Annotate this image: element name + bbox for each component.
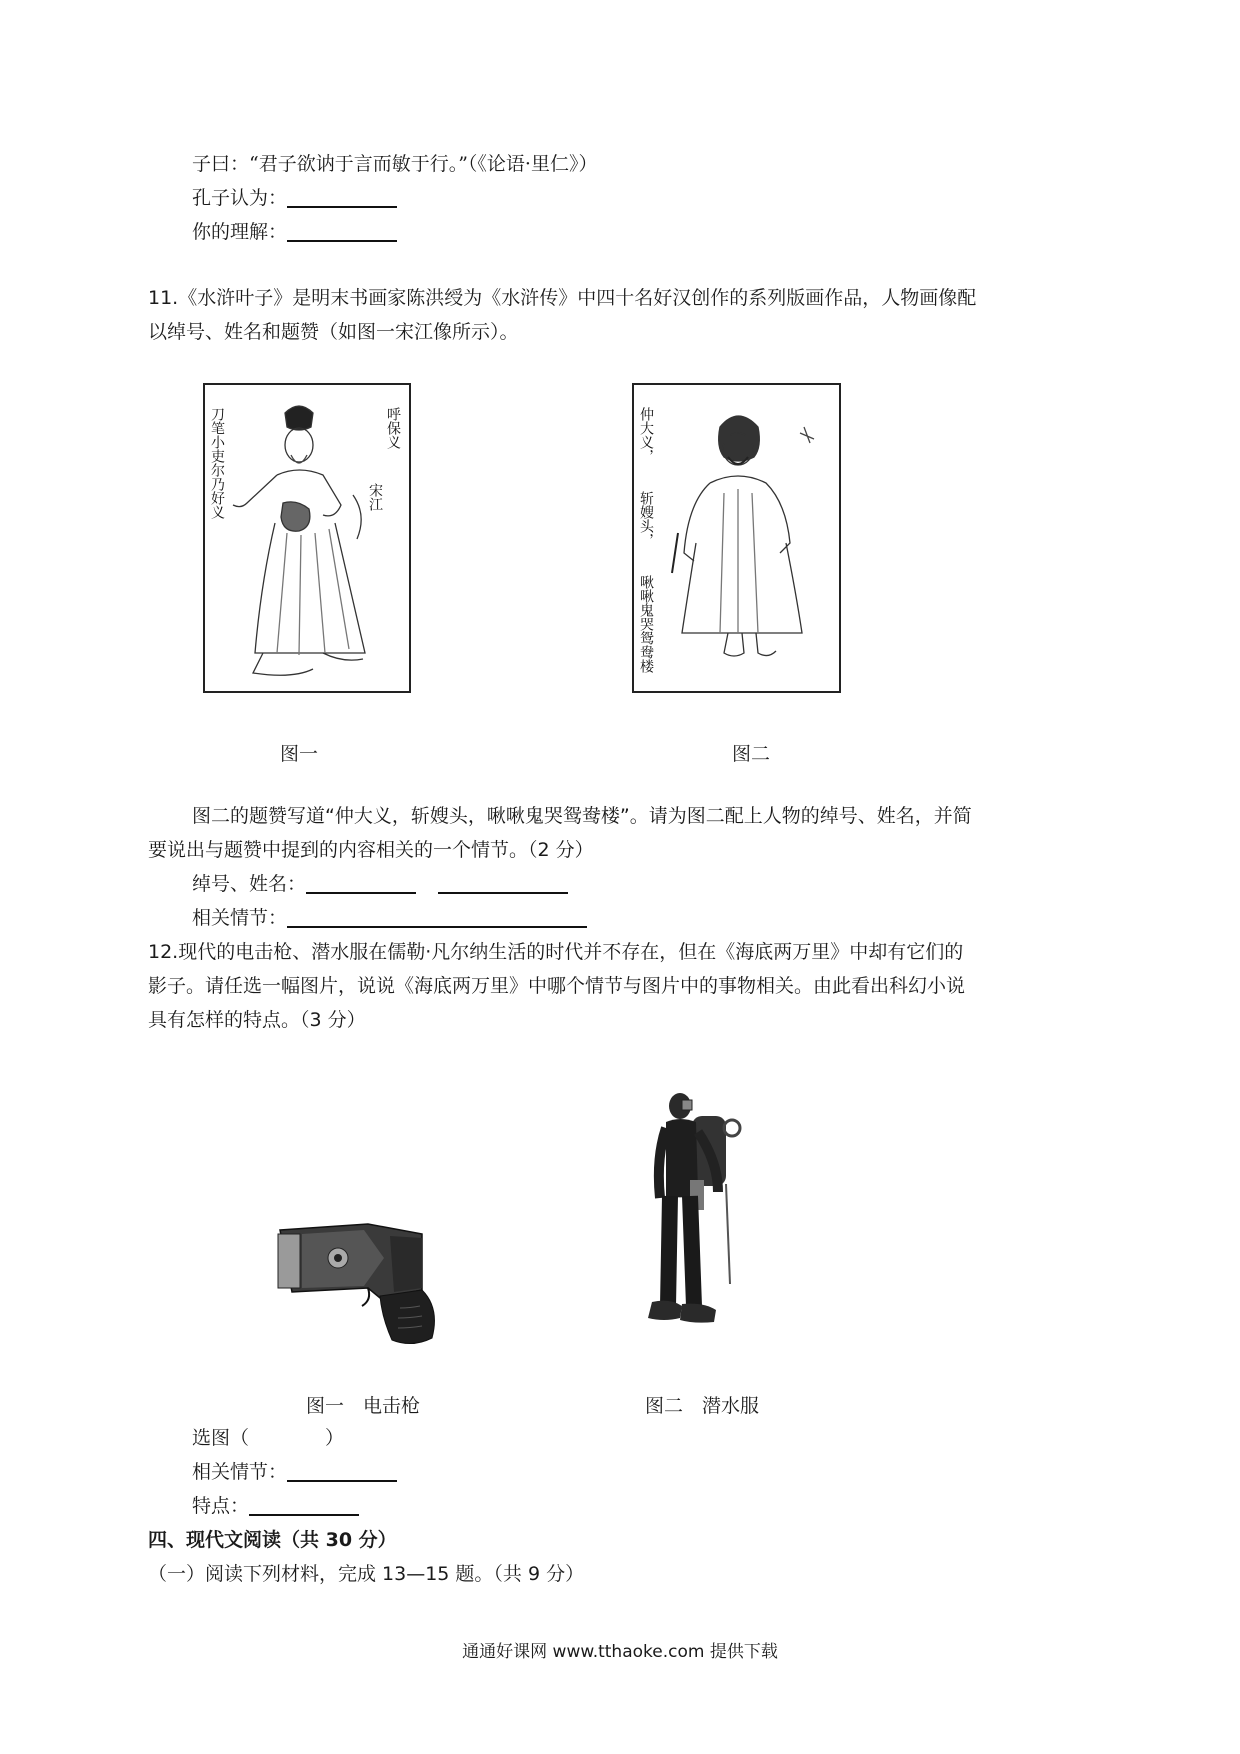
q12-plot-label: 相关情节： — [192, 1461, 288, 1483]
fig1-inscription-right-2: 宋江 — [367, 483, 383, 511]
q12-feature-label: 特点： — [192, 1495, 250, 1517]
q12-feature-blank[interactable] — [249, 1494, 359, 1516]
section4-sub1: （一）阅读下列材料，完成 13—15 题。（共 9 分） — [148, 1563, 585, 1585]
q12-fig2-caption: 图二 潜水服 — [645, 1395, 760, 1417]
q12-intro-line2: 影子。请任选一幅图片，说说《海底两万里》中哪个情节与图片中的事物相关。由此看出科幻小说 — [148, 975, 966, 997]
q12-choose-row[interactable]: 选图（ ） — [192, 1427, 345, 1449]
q12-fig1-caption: 图一 电击枪 — [306, 1395, 421, 1417]
song-jiang-woodblock-figure — [203, 383, 411, 693]
q11-intro-line1: 11.《水浒叶子》是明末书画家陈洪绶为《水浒传》中四十名好汉创作的系列版画作品，人物画像配 — [148, 287, 977, 309]
q11-fig1-caption: 图一 — [280, 743, 319, 765]
q12-plot-row — [192, 1458, 397, 1486]
wu-song-woodblock-figure — [632, 383, 841, 693]
q10-your-row — [192, 218, 397, 246]
q11-nickname-label: 绰号、姓名： — [192, 873, 307, 895]
q11-prompt-line1: 图二的题赞写道“仲大义，斩嫂头，啾啾鬼哭鸳鸯楼”。请为图二配上人物的绰号、姓名，并简 — [192, 805, 972, 827]
q10-your-label: 你的理解： — [192, 221, 288, 243]
fig2-inscription-2: 斩嫂头， — [638, 491, 654, 547]
taser-photo — [272, 1218, 462, 1348]
q11-plot-row — [192, 904, 587, 932]
q11-intro-line2: 以绰号、姓名和题赞（如图一宋江像所示）。 — [148, 321, 519, 343]
q11-plot-label: 相关情节： — [192, 907, 288, 929]
q10-your-blank[interactable] — [287, 220, 397, 242]
q11-plot-blank[interactable] — [287, 906, 587, 928]
q12-intro-line3: 具有怎样的特点。（3 分） — [148, 1009, 366, 1031]
fig2-inscription-3: 啾啾鬼哭鸳鸯楼 — [638, 575, 654, 673]
q11-nickname-row — [192, 870, 568, 898]
q10-confucius-row — [192, 184, 397, 212]
q10-confucius-blank[interactable] — [287, 186, 397, 208]
q12-intro-line1: 12.现代的电击枪、潜水服在儒勒·凡尔纳生活的时代并不存在，但在《海底两万里》中却有它们的 — [148, 941, 964, 963]
page-footer: 通通好课网 www.tthaoke.com 提供下载 — [462, 1642, 778, 1662]
q10-quote: 子曰：“君子欲讷于言而敏于行。”（《论语·里仁》） — [192, 153, 598, 175]
fig1-inscription-right-1: 呼保义 — [385, 407, 401, 449]
q11-fig2-caption: 图二 — [732, 743, 771, 765]
q11-prompt-line2: 要说出与题赞中提到的内容相关的一个情节。（2 分） — [148, 839, 594, 861]
fig2-inscription-1: 仲大义， — [638, 407, 654, 463]
fig1-inscription-left: 刀笔小吏尔乃好义 — [209, 407, 225, 519]
q11-nickname-blank[interactable] — [306, 872, 416, 894]
q11-name-blank[interactable] — [438, 872, 568, 894]
q12-feature-row — [192, 1492, 359, 1520]
section4-title: 四、现代文阅读（共 30 分） — [148, 1529, 397, 1551]
q12-plot-blank[interactable] — [287, 1460, 397, 1482]
q10-confucius-label: 孔子认为： — [192, 187, 288, 209]
diving-suit-photo — [640, 1088, 752, 1350]
